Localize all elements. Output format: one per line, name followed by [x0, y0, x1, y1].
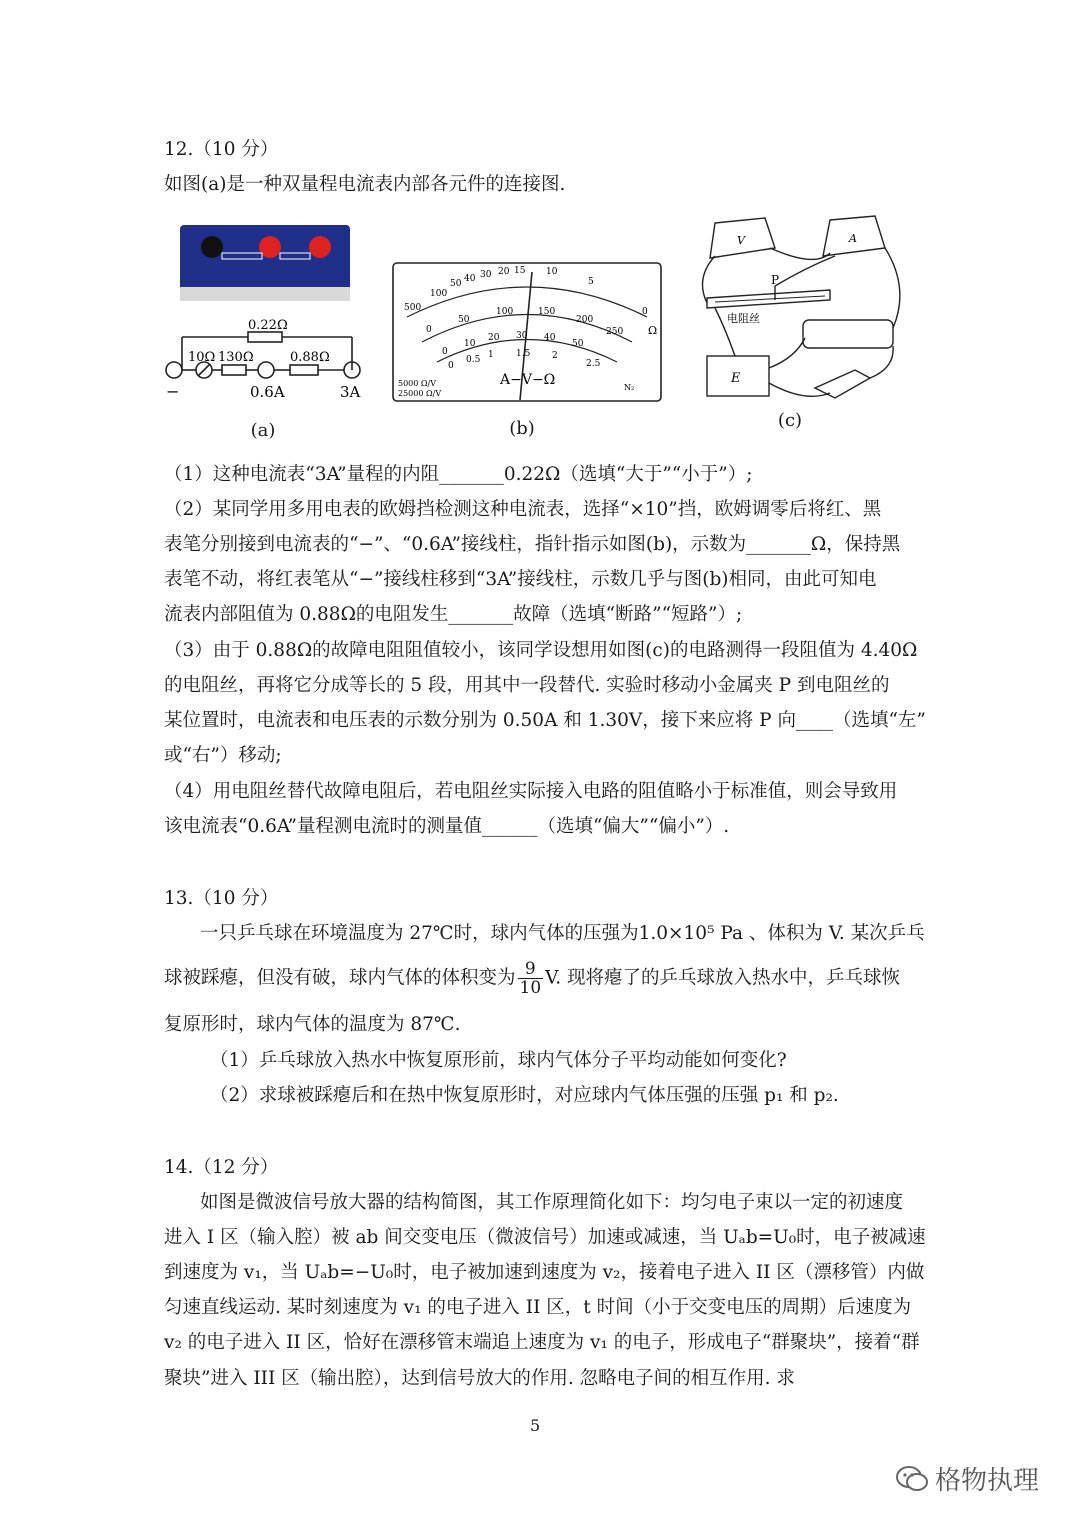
switch: [815, 370, 870, 398]
ohm-tick-40: 40: [464, 274, 476, 284]
meter-mode-label: A−V−Ω: [500, 372, 556, 388]
figure-c: [695, 208, 920, 408]
q12-part4-line2: 该电流表“0.6A”量程测电流时的测量值______（选填“偏大”“偏小”）.: [164, 816, 730, 837]
ac-tick-05: 0.5: [466, 355, 481, 365]
ac-tick-0: 0: [448, 361, 454, 371]
q14-line1: 如图是微波信号放大器的结构简图，其工作原理简化如下：均匀电子束以一定的初速度: [200, 1192, 904, 1213]
q12-part1: （1）这种电流表“3A”量程的内阻_______0.22Ω（选填“大于”“小于”）;: [164, 464, 753, 485]
q13-sub1: （1）乒乓球放入热水中恢复原形前，球内气体分子平均动能如何变化?: [210, 1050, 787, 1071]
ammeter-base: [180, 287, 350, 301]
q14-line6: 聚块”进入 III 区（输出腔），达到信号放大的作用. 忽略电子间的相互作用. 求: [164, 1368, 795, 1389]
meter-symbol-na: N₂: [624, 383, 635, 392]
ohm-tick-10: 10: [546, 267, 558, 277]
sensitivity-1: 5000 Ω/V: [398, 379, 437, 388]
rheostat: [803, 320, 893, 348]
black-terminal: [201, 236, 223, 258]
sensitivity-2: 25000 Ω/V: [398, 389, 442, 398]
ohm-tick-50: 50: [450, 279, 462, 289]
mid-tick-100: 100: [496, 307, 514, 317]
low-tick-10: 10: [464, 339, 476, 349]
voltmeter-label: V: [737, 234, 745, 247]
q13-heading: 13.（10 分）: [164, 888, 279, 909]
q12-part3-line2: 的电阻丝，再将它分成等长的 5 段，用其中一段替代. 实验时移动小金属夹 P 到电阻丝的: [164, 675, 890, 696]
low-tick-40: 40: [544, 333, 556, 343]
figure-c-label: (c): [777, 410, 803, 431]
red-terminal-3: [309, 236, 331, 258]
low-tick-30: 30: [516, 331, 528, 341]
q12-part2-line4: 流表内部阻值为 0.88Ω的电阻发生_______故障（选填“断路”“短路”）;: [164, 604, 743, 625]
ohm-tick-15: 15: [514, 266, 526, 276]
figure-a: [160, 225, 370, 415]
terminal-3-label: 3A: [340, 383, 361, 401]
q12-part4-line1: （4）用电阻丝替代故障电阻后，若电阻丝实际接入电路的阻值略小于标准值，则会导致用: [164, 781, 898, 802]
q14-heading: 14.（12 分）: [164, 1157, 279, 1178]
q13-line3: 复原形时，球内气体的温度为 87℃.: [164, 1014, 461, 1035]
q12-heading: 12.（10 分）: [164, 139, 279, 160]
ac-tick-15: 1.5: [516, 349, 531, 359]
q13-sub2: （2）求球被踩瘪后和在热中恢复原形时，对应球内气体压强的压强 p₁ 和 p₂.: [210, 1085, 839, 1106]
r3-label: 0.88Ω: [290, 350, 330, 365]
low-tick-0: 0: [442, 347, 448, 357]
clip-label: P: [771, 273, 780, 287]
q14-line4: 匀速直线运动. 某时刻速度为 v₁ 的电子进入 II 区，t 时间（小于交变电压的周期）后速度为: [164, 1297, 912, 1318]
q13-line2-a: 球被踩瘪，但没有破，球内气体的体积变为: [164, 967, 516, 989]
fraction-denominator: 10: [519, 978, 542, 998]
battery-label: E: [731, 371, 741, 386]
q12-part3-line3: 某位置时，电流表和电压表的示数分别为 0.50A 和 1.30V，接下来应将 P 向____（选填“左”: [164, 710, 926, 731]
terminal-06-label: 0.6A: [250, 383, 285, 401]
mid-tick-50: 50: [458, 315, 470, 325]
low-tick-50: 50: [572, 339, 584, 349]
q12-part2-line2: 表笔分别接到电流表的“−”、“0.6A”接线柱，指针指示如图(b)，示数为_______Ω，保持黑: [164, 534, 901, 555]
mid-tick-0: 0: [426, 325, 432, 335]
figure-b-drawing: [392, 262, 662, 402]
ohm-tick-0: 0: [642, 307, 648, 317]
page-number: 5: [530, 1416, 541, 1435]
ammeter-label: A: [849, 232, 857, 245]
ohm-tick-500: 500: [404, 303, 422, 313]
mid-tick-150: 150: [538, 307, 556, 317]
terminal-minus-label: −: [166, 382, 180, 401]
q14-line2: 进入 I 区（输入腔）被 ab 间交变电压（微波信号）加速或减速，当 Uₐb=U₀时，电子被减速: [164, 1227, 926, 1248]
watermark: [895, 1460, 1039, 1497]
fraction-numerator: 9: [518, 960, 544, 979]
r-top-label: 0.22Ω: [248, 318, 288, 333]
ohm-tick-100: 100: [430, 289, 448, 299]
volume-fraction: [518, 960, 544, 997]
figure-b: [392, 262, 662, 402]
ohm-symbol: Ω: [648, 324, 658, 337]
ohm-tick-5: 5: [588, 277, 594, 287]
figure-c-drawing: [695, 208, 920, 408]
ac-tick-1: 1: [488, 350, 494, 360]
figure-a-label: (a): [250, 420, 276, 441]
q13-line2: [164, 960, 900, 997]
q12-part3-line4: 或“右”）移动;: [164, 745, 282, 766]
figure-b-label: (b): [509, 418, 535, 439]
q12-part2-line3: 表笔不动，将红表笔从“−”接线柱移到“3A”接线柱，示数几乎与图(b)相同，由此可知电: [164, 569, 877, 590]
ammeter-box: [180, 225, 350, 297]
r1-label: 10Ω: [188, 350, 216, 365]
watermark-text: 格物执理: [935, 1466, 1040, 1496]
q13-line2-b: V. 现将瘪了的乒乓球放入热水中，乒乓球恢: [545, 967, 901, 989]
mid-tick-200: 200: [576, 315, 594, 325]
ohm-tick-20: 20: [498, 267, 510, 277]
wechat-icon: [895, 1465, 929, 1493]
q12-part3-line1: （3）由于 0.88Ω的故障电阻阻值较小，该同学设想用如图(c)的电路测得一段阻值为 4.40Ω: [164, 640, 918, 661]
q12-intro: 如图(a)是一种双量程电流表内部各元件的连接图.: [164, 174, 566, 195]
q14-line5: v₂ 的电子进入 II 区，恰好在漂移管末端追上速度为 v₁ 的电子，形成电子“群聚块”，接着“群: [164, 1332, 920, 1353]
low-tick-20: 20: [488, 333, 500, 343]
q14-line3: 到速度为 v₁，当 Uₐb=−U₀时，电子被加速到速度为 v₂，接着电子进入 II 区（漂移管）内做: [164, 1262, 925, 1283]
ohm-tick-30: 30: [480, 270, 492, 280]
q12-part2-line1: （2）某同学用多用电表的欧姆挡检测这种电流表，选择“×10”挡，欧姆调零后将红、黑: [164, 499, 882, 520]
mid-tick-250: 250: [606, 327, 624, 337]
ac-tick-2: 2: [552, 351, 558, 361]
r2-label: 130Ω: [218, 350, 254, 365]
wire-label: 电阻丝: [727, 312, 760, 325]
q13-line1: 一只乒乓球在环境温度为 27℃时，球内气体的压强为1.0×10⁵ Pa 、体积为 V. 某次乒乓: [200, 923, 925, 944]
figure-a-drawing: [160, 225, 370, 415]
ac-tick-25: 2.5: [586, 359, 601, 369]
